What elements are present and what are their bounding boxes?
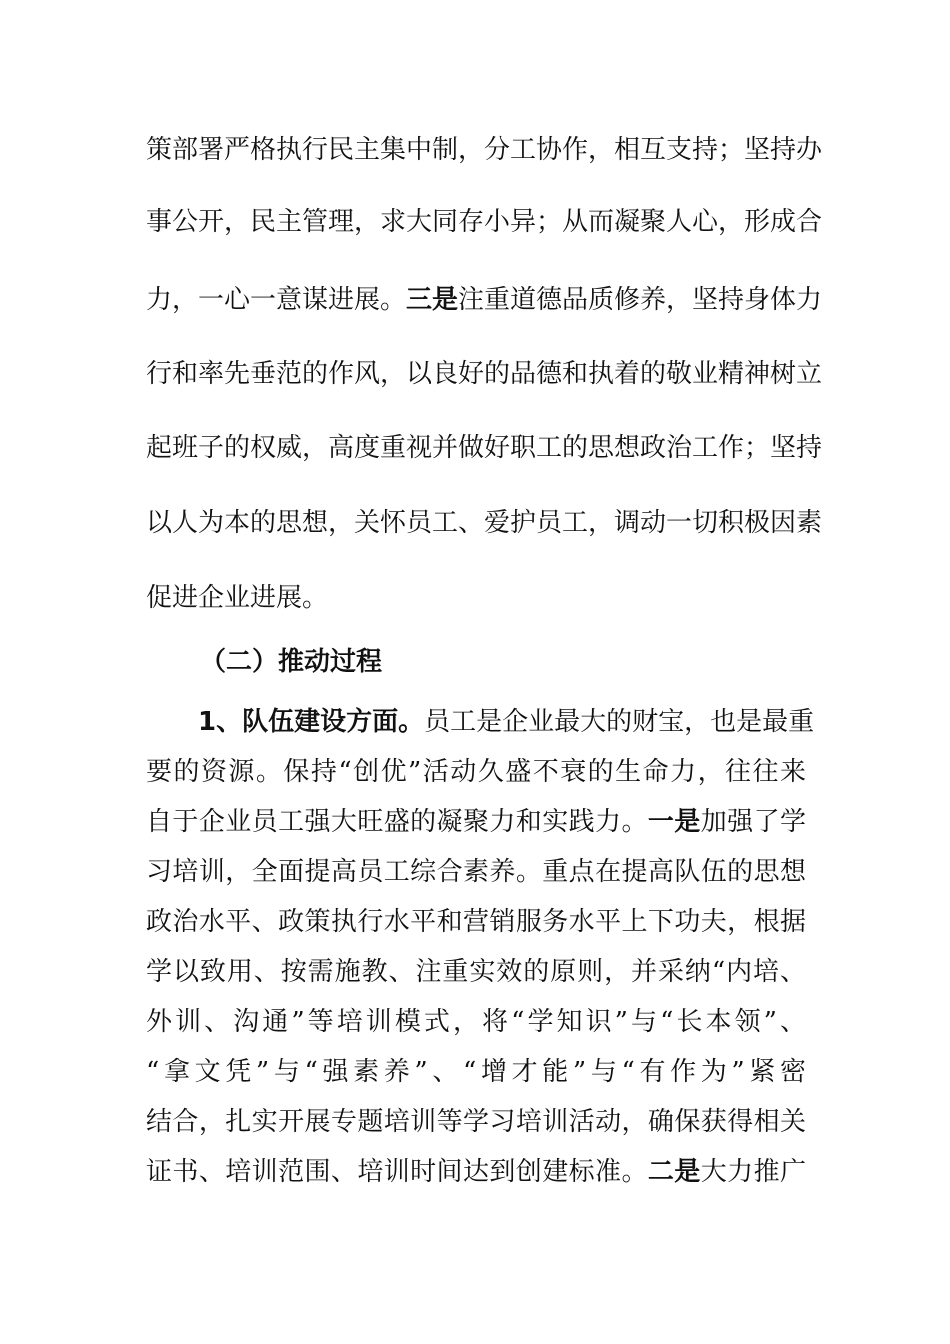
text-segment: 员工是企业最大的财宝，也是最重 — [424, 707, 815, 737]
text-segment: 力，一心一意谋进展。 — [146, 285, 407, 315]
text-segment: 证书、培训范围、培训时间达到创建标准。 — [146, 1157, 648, 1187]
text-line: 行和率先垂范的作风，以良好的品德和执着的敬业精神树立 — [146, 359, 823, 389]
text-line: 策部署严格执行民主集中制，分工协作，相互支持；坚持办 — [146, 135, 823, 165]
text-line: 要的资源。保持“创优”活动久盛不衰的生命力，往往来 — [146, 757, 806, 787]
text-line — [198, 706, 815, 738]
section-heading: （二）推动过程 — [200, 647, 383, 677]
text-segment: 加强了学 — [700, 807, 806, 837]
text-line: “拿文凭”与“强素养”、“增才能”与“有作为”紧密 — [146, 1057, 806, 1087]
text-line: 促进企业进展。 — [146, 583, 329, 613]
bold-marker: 三是 — [406, 285, 459, 315]
text-line: 外训、沟通”等培训模式，将“学知识”与“长本领”、 — [146, 1007, 806, 1037]
text-line: 起班子的权威，高度重视并做好职工的思想政治工作；坚持 — [146, 433, 823, 463]
text-line — [146, 806, 806, 838]
text-line — [146, 284, 823, 316]
bold-marker: 一是 — [647, 807, 701, 837]
bold-marker: 1、队伍建设方面。 — [198, 707, 425, 737]
text-line: 学以致用、按需施教、注重实效的原则，并采纳“内培、 — [146, 957, 806, 987]
text-segment: 自于企业员工强大旺盛的凝聚力和实践力。 — [146, 807, 648, 837]
text-line: 习培训，全面提高员工综合素养。重点在提高队伍的思想 — [146, 857, 806, 887]
text-line — [146, 1156, 806, 1188]
text-segment: 大力推广 — [700, 1157, 806, 1187]
text-line: 事公开，民主管理，求大同存小异；从而凝聚人心，形成合 — [146, 207, 823, 237]
bold-marker: 二是 — [647, 1157, 701, 1187]
text-line: 以人为本的思想，关怀员工、爱护员工，调动一切积极因素 — [146, 508, 823, 538]
text-line: 结合，扎实开展专题培训等学习培训活动，确保获得相关 — [146, 1107, 806, 1137]
text-line: 政治水平、政策执行水平和营销服务水平上下功夫，根据 — [146, 907, 806, 937]
text-segment: 注重道德品质修养，坚持身体力 — [458, 285, 823, 315]
